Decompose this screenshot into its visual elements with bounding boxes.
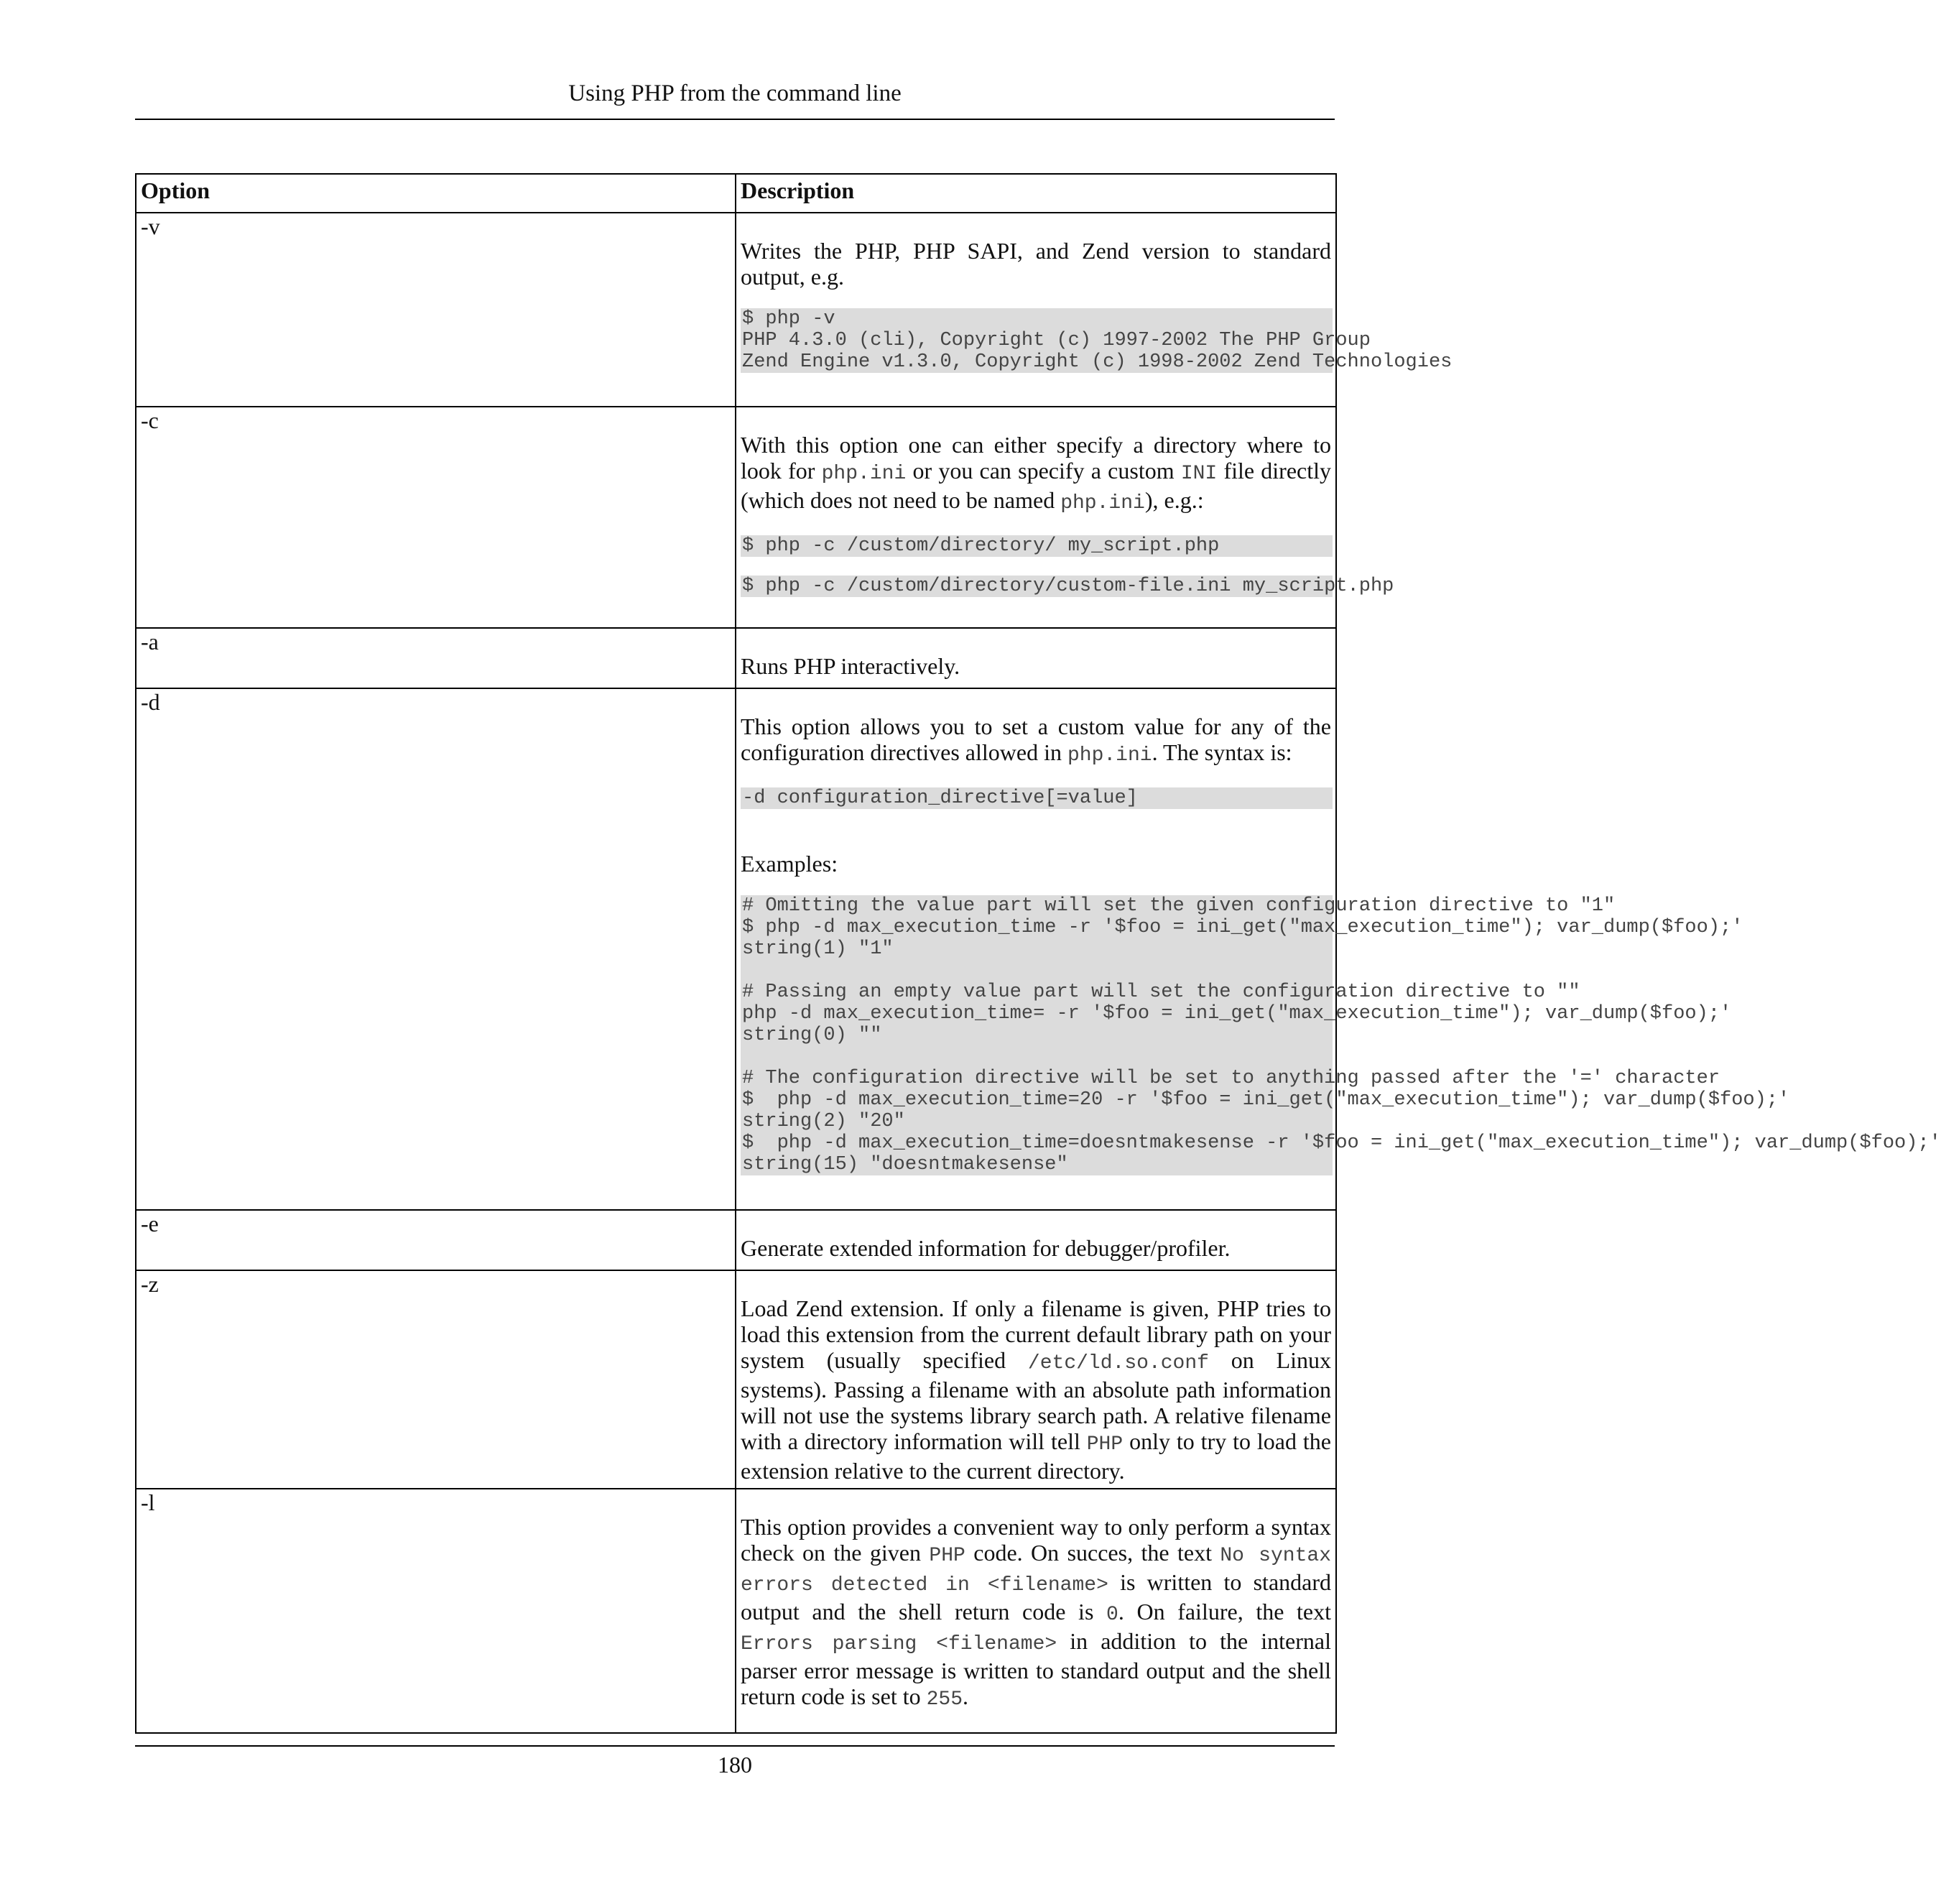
inline-code: PHP xyxy=(1086,1433,1124,1456)
options-table xyxy=(135,173,1941,1734)
inline-code: Errors parsing <filename> xyxy=(741,1633,1057,1655)
description-cell xyxy=(736,628,1336,688)
option-cell: -a xyxy=(136,628,736,688)
table-row xyxy=(136,407,1336,628)
column-header-option: Option xyxy=(136,174,736,213)
description-cell xyxy=(736,407,1394,628)
description-cell xyxy=(736,213,1453,407)
option-cell: -c xyxy=(136,407,736,628)
inline-code: INI xyxy=(1180,463,1218,485)
description-text: Load Zend extension. If only a filename is given, PHP tries to load this extension from the current default library path on your system (usually specified /etc/ld.so.conf on Linux systems). Passing a filename with an absolute path information will not use the systems library search path. A relative filename with a directory information will tell PHP only to try to load the extension relative to the current directory. xyxy=(741,1295,1332,1484)
description-cell xyxy=(736,1270,1336,1489)
description-text: Runs PHP interactively. xyxy=(741,653,960,679)
description-cell xyxy=(736,1210,1336,1270)
code-block: $ php -v PHP 4.3.0 (cli), Copyright (c) 1997-2002 The PHP Group Zend Engine v1.3.0, Copyright (c) 1998-2002 Zend Technologies xyxy=(742,308,1453,373)
inline-code: 255 xyxy=(926,1688,963,1711)
option-cell: -d xyxy=(136,688,736,1210)
inline-code: PHP xyxy=(929,1545,965,1567)
inline-code: php.ini xyxy=(1060,492,1145,514)
option-cell: -l xyxy=(136,1489,736,1733)
header-rule xyxy=(135,119,1335,120)
description-text: This option provides a convenient way to only perform a syntax check on the given PHP code. On succes, the text No syntax errors detected in <filename> is written to standard output and the shell return code is 0. On failure, the text Errors parsing <filename> in addition to the internal parser error message is written to standard output and the shell return code is set to 255. xyxy=(741,1514,1332,1711)
footer-rule xyxy=(135,1745,1335,1747)
code-block: $ php -c /custom/directory/custom-file.ini my_script.php xyxy=(742,576,1394,597)
table-row xyxy=(136,213,1336,407)
running-header: Using PHP from the command line xyxy=(568,80,902,106)
inline-code: No syntax errors detected in <filename> xyxy=(741,1545,1332,1596)
table-row xyxy=(136,1489,1336,1733)
table-row xyxy=(136,1210,1336,1270)
code-block: # Omitting the value part will set the given configuration directive to "1" $ php -d max_execution_time -r '$foo = ini_get("max_execution_time"); var_dump($foo);' string(1) "1" # Passing an empty value part will set the configuration directive to "" php -d max_execution_time= -r '$foo = ini_get("max_execution_time"); var_dump($foo);' string(0) "" # The configuration directive will be set to anything passed after the '=' character $ php -d max_execution_time=20 -r '$foo = ini_get("max_execution_time"); var_dump($foo);' string(2) "20" $ php -d max_execution_time=doesntmakesense -r '$foo = ini_get("max_execution_time"); var_dump($foo);' string(15) "doesntmakesense" xyxy=(742,895,1941,1175)
code-block: -d configuration_directive[=value] xyxy=(741,787,1333,809)
inline-code: 0 xyxy=(1106,1604,1118,1626)
option-cell: -z xyxy=(136,1270,736,1489)
table-row xyxy=(136,688,1336,1210)
code-block: $ php -c /custom/directory/ my_script.php xyxy=(741,535,1333,557)
option-cell: -e xyxy=(136,1210,736,1270)
description-text: This option allows you to set a custom value for any of the configuration directives allowed in php.ini. The syntax is: xyxy=(741,713,1331,767)
description-text: With this option one can either specify a directory where to look for php.ini or you can specify a custom INI file directly (which does not need to be named php.ini), e.g.: xyxy=(741,432,1332,514)
column-header-description: Description xyxy=(736,174,1336,213)
inline-code: php.ini xyxy=(1067,744,1152,767)
description-text: Generate extended information for debugger/profiler. xyxy=(741,1235,1231,1261)
description-cell xyxy=(736,688,1941,1210)
table-row xyxy=(136,1270,1336,1489)
description-text: Writes the PHP, PHP SAPI, and Zend version to standard output, e.g. xyxy=(741,238,1331,290)
description-cell xyxy=(736,1489,1336,1733)
inline-code: php.ini xyxy=(821,463,907,485)
inline-code: /etc/ld.so.conf xyxy=(1027,1352,1209,1374)
table-row xyxy=(136,628,1336,688)
table-header-row xyxy=(136,174,1336,213)
examples-label: Examples: xyxy=(741,851,838,877)
page-number: 180 xyxy=(718,1752,752,1778)
option-cell: -v xyxy=(136,213,736,407)
